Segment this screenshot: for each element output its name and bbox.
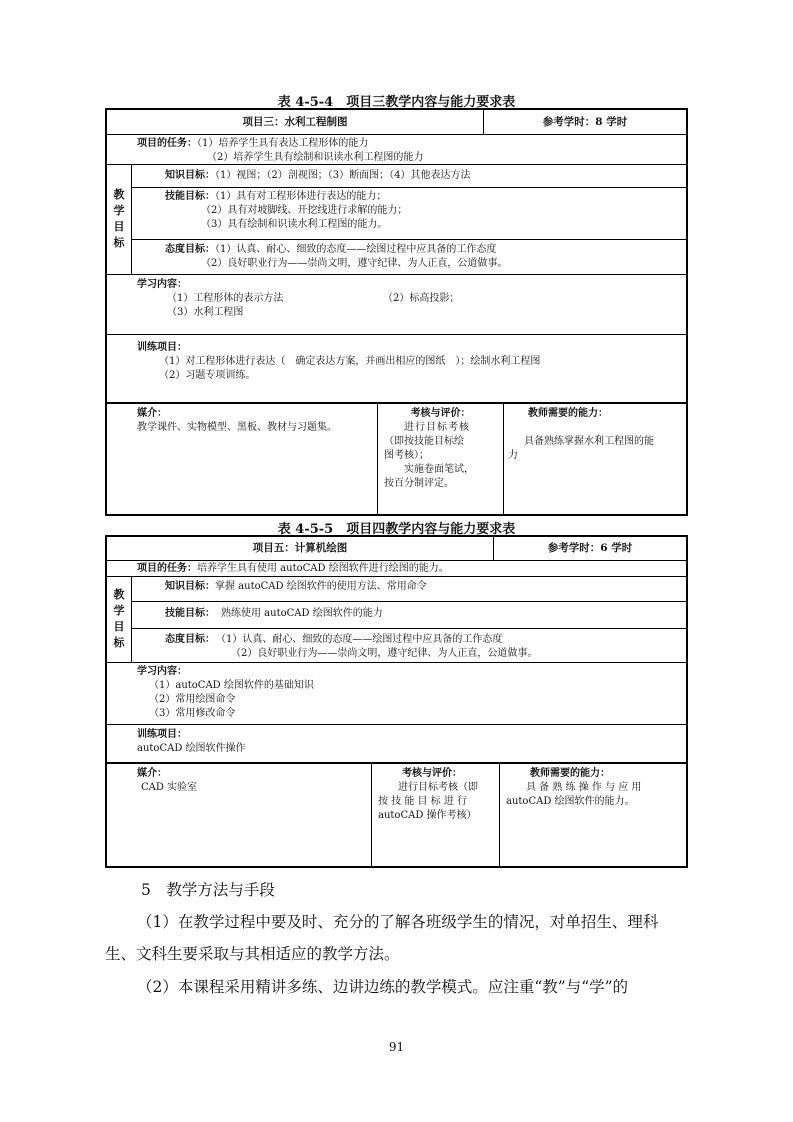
table2-content-item: （1）autoCAD 绘图软件的基础知识 [149, 680, 314, 691]
table2-knowledge-text: 掌握 autoCAD 绘图软件的使用方法、常用命令 [215, 581, 427, 592]
table1-training-label: 训练项目： [137, 342, 187, 353]
table2-skill-text: 熟练使用 autoCAD 绘图软件的能力 [221, 608, 383, 619]
table2-assess-line: 按 技 能 目 标 进 行 [378, 796, 468, 807]
table1-task-row [107, 134, 686, 165]
table1-content-item: （3）水利工程图 [167, 307, 244, 318]
table1-assess-line: （即按技能目标绘 [384, 436, 464, 447]
table2-assess-line: 进行目标考核（即 [398, 782, 478, 793]
table2-teacher-line: 具 备 熟 练 操 作 与 应 用 [526, 782, 642, 793]
paragraph-line: （2）本课程采用精讲多练、边讲边练的教学模式。应注重“教”与“学”的 [137, 978, 629, 996]
table2-task-label: 项目的任务： [137, 563, 197, 574]
table1-attitude-line: （2）良好职业行为——崇尚文明，遵守纪律、为人正直，公道做事。 [201, 258, 508, 269]
table2-caption: 表 4-5-5 项目四教学内容与能力要求表 [277, 522, 516, 537]
table1-assess-line: 按百分制评定。 [384, 478, 454, 489]
table2-assess-line: autoCAD 操作考核） [378, 810, 477, 821]
table2-skill-label: 技能目标： [165, 608, 215, 619]
table2-content-item: （2）常用绘图命令 [149, 694, 236, 705]
table1-training-line: （2）习题专项训练。 [159, 370, 256, 381]
table1-task-line: （2）培养学生具有绘制和识读水利工程图的能力 [207, 152, 424, 163]
table2-content-label: 学习内容： [137, 666, 187, 677]
table2-attitude-label: 态度目标： [165, 634, 215, 645]
table2-assess-label: 考核与评价： [402, 768, 462, 779]
table1-goals-label: 教学目标 [113, 188, 125, 249]
table2-footer-row [107, 762, 686, 866]
table1-attitude-label: 态度目标： [165, 244, 215, 255]
table2-goals-block [107, 576, 686, 663]
table1-content-label: 学习内容： [137, 279, 187, 290]
table2 [105, 535, 688, 868]
table2-training-label: 训练项目： [137, 729, 187, 740]
table1-footer-row [107, 402, 686, 514]
table1-teacher-label: 教师需要的能力： [528, 408, 608, 419]
table1-assess-label: 考核与评价： [410, 408, 471, 419]
table2-content-item: （3）常用修改命令 [149, 708, 236, 719]
table2-task-row [107, 560, 686, 577]
table2-attitude-line: （1）认真、耐心、细致的态度——绘图过程中应具备的工作态度 [221, 634, 503, 645]
table1-knowledge-label: 知识目标： [165, 170, 215, 181]
section-heading: 5 教学方法与手段 [141, 881, 275, 899]
table2-project-title: 项目五：计算机绘图 [252, 542, 348, 554]
table2-goals-label: 教学目标 [113, 588, 125, 649]
table2-teacher-line: autoCAD 绘图软件的能力。 [506, 796, 635, 807]
table1-skill-line: （1）具有对工程形体进行表达的能力； [215, 191, 387, 202]
table1-content-item: （1）工程形体的表示方法 [167, 293, 284, 304]
table2-media-label: 媒介： [137, 768, 167, 779]
table1-skill-label: 技能目标： [165, 191, 215, 202]
table1-assess-line: 图考核）； [384, 450, 429, 461]
table1-teacher-line: 力 [508, 450, 518, 461]
table1-skill-line: （2）具有对坡脚线、开挖线进行求解的能力； [201, 205, 408, 216]
table1-content-item: （2）标高投影； [383, 293, 460, 304]
table1-assess-line: 实施卷面笔试， [404, 464, 474, 475]
table1 [105, 108, 688, 516]
paragraph-line: 生、文科生要采取与其相适应的教学方法。 [105, 945, 400, 963]
paragraph-line: （1）在教学过程中要及时、充分的了解各班级学生的情况，对单招生、理科 [137, 913, 659, 931]
table1-caption: 表 4-5-4 项目三教学内容与能力要求表 [277, 95, 516, 110]
table1-task-line: （1）培养学生具有表达工程形体的能力 [197, 138, 369, 149]
table1-media-text: 教学课件、实物模型、黑板、教材与习题集。 [137, 422, 337, 433]
table2-task-text: 培养学生具有使用 autoCAD 绘图软件进行绘图的能力。 [197, 563, 449, 574]
page-number: 91 [388, 1040, 405, 1054]
table1-assess-line: 进行目标考核 [404, 422, 470, 433]
table2-training-row [107, 724, 686, 763]
table2-header-row [107, 537, 686, 560]
table1-goals-block [107, 164, 686, 275]
table2-training-text: autoCAD 绘图软件操作 [137, 743, 246, 754]
table2-attitude-line: （2）良好职业行为——崇尚文明，遵守纪律、为人正直，公道做事。 [231, 648, 538, 659]
table2-content-row [107, 662, 686, 725]
table2-teacher-label: 教师需要的能力： [530, 768, 610, 779]
table1-content-row [107, 274, 686, 335]
table1-task-label: 项目的任务： [137, 138, 197, 149]
table1-training-line: （1）对工程形体进行表达（ 确定表达方案，并画出相应的图纸 ）；绘制水利工程图 [159, 356, 541, 367]
table1-skill-line: （3）具有绘制和识读水利工程图的能力。 [201, 219, 388, 230]
table1-teacher-line: 具备熟练掌握水利工程图的能 [524, 436, 654, 447]
table1-attitude-line: （1）认真、耐心、细致的态度——绘图过程中应具备的工作态度 [215, 244, 497, 255]
table1-project-title: 项目三：水利工程制图 [242, 116, 348, 128]
table1-hours: 参考学时：8 学时 [483, 110, 686, 134]
table1-knowledge-text: （1）视图；（2）剖视图；（3）断面图；（4）其他表达方法 [215, 170, 471, 181]
table2-knowledge-label: 知识目标： [165, 581, 215, 592]
table1-header-row [107, 110, 686, 134]
table2-hours: 参考学时：6 学时 [493, 537, 686, 560]
table1-training-row [107, 334, 686, 403]
table2-media-text: CAD 实验室 [141, 782, 198, 793]
table1-media-label: 媒介： [137, 408, 167, 419]
